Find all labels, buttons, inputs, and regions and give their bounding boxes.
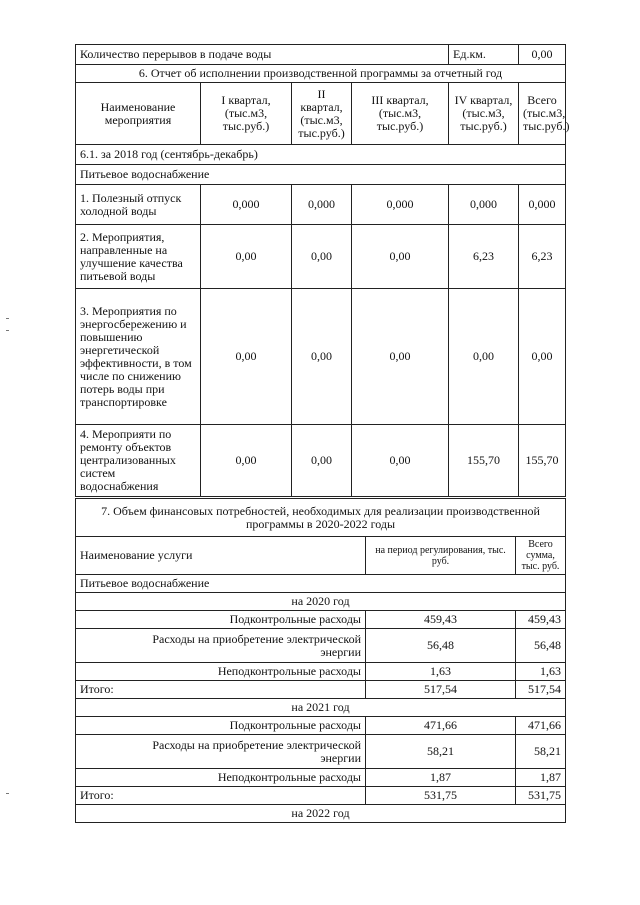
item-total: 459,43 [516, 611, 566, 629]
table-row [76, 769, 566, 787]
item-total: 1,87 [516, 769, 566, 787]
row-value: 0,00 [292, 225, 352, 289]
section7-category: Питьевое водоснабжение [76, 575, 566, 593]
col-header-q1: I квартал, (тыс.м3, тыс.руб.) [201, 83, 292, 145]
table-row [76, 629, 566, 663]
interruptions-row [76, 45, 566, 65]
table-row [76, 663, 566, 681]
year-title: на 2020 год [76, 593, 566, 611]
row-value: 0,00 [292, 425, 352, 497]
total-value: 517,54 [366, 681, 516, 699]
total-sum: 517,54 [516, 681, 566, 699]
row-value: 6,23 [449, 225, 519, 289]
interruptions-unit: Ед.км. [449, 45, 519, 65]
row-value: 0,00 [201, 225, 292, 289]
table-row [76, 735, 566, 769]
interruptions-label: Количество перерывов в подаче воды [76, 45, 449, 65]
row-value: 0,00 [352, 425, 449, 497]
row-value: 0,000 [519, 185, 566, 225]
col-header-q4: IV квартал, (тыс.м3, тыс.руб.) [449, 83, 519, 145]
col-header-q2: II квартал, (тыс.м3, тыс.руб.) [292, 83, 352, 145]
section7-header-row [76, 537, 566, 575]
col-header-total: Всего (тыс.м3, тыс.руб.) [519, 83, 566, 145]
col-header-service: Наименование услуги [76, 537, 366, 575]
interruptions-value: 0,00 [519, 45, 566, 65]
row-name: 2. Мероприятия, направленные на улучшение качества питьевой воды [76, 225, 201, 289]
total-value: 531,75 [366, 787, 516, 805]
item-total: 56,48 [516, 629, 566, 663]
total-label: Итого: [76, 787, 366, 805]
total-row [76, 787, 566, 805]
row-name: 1. Полезный отпуск холодной воды [76, 185, 201, 225]
row-value: 0,000 [449, 185, 519, 225]
table-row [76, 225, 566, 289]
section6-category: Питьевое водоснабжение [76, 165, 566, 185]
row-value: 0,00 [449, 289, 519, 425]
section7-title: 7. Объем финансовых потребностей, необходимых для реализации производственной программы в 2020-2022 годы [76, 499, 566, 537]
row-value: 155,70 [449, 425, 519, 497]
item-total: 471,66 [516, 717, 566, 735]
item-label: Подконтрольные расходы [76, 717, 366, 735]
col-header-q3: III квартал, (тыс.м3, тыс.руб.) [352, 83, 449, 145]
item-total: 58,21 [516, 735, 566, 769]
margin-mark [6, 793, 9, 794]
row-value: 0,00 [292, 289, 352, 425]
table-row [76, 425, 566, 497]
row-value: 0,00 [352, 225, 449, 289]
section6-header-row [76, 83, 566, 145]
item-label [76, 735, 366, 769]
item-label-text: Расходы на приобретение электрической энергии [152, 737, 361, 765]
item-label: Подконтрольные расходы [76, 611, 366, 629]
margin-mark [6, 318, 9, 319]
row-value: 0,000 [292, 185, 352, 225]
row-value: 0,000 [201, 185, 292, 225]
item-value: 1,63 [366, 663, 516, 681]
table-row [76, 717, 566, 735]
row-value: 0,00 [201, 425, 292, 497]
row-value: 0,000 [352, 185, 449, 225]
section7-table [75, 498, 566, 823]
row-name: 3. Мероприятия по энергосбережению и повышению энергетической эффективности, в том числе по снижению потерь воды при транспортировке [76, 289, 201, 425]
section6-subtitle: 6.1. за 2018 год (сентябрь-декабрь) [76, 145, 566, 165]
col-header-name: Наименование мероприятия [76, 83, 201, 145]
row-value: 0,00 [201, 289, 292, 425]
item-label: Неподконтрольные расходы [76, 769, 366, 787]
item-value: 471,66 [366, 717, 516, 735]
total-sum: 531,75 [516, 787, 566, 805]
item-total: 1,63 [516, 663, 566, 681]
item-label [76, 629, 366, 663]
row-value: 6,23 [519, 225, 566, 289]
row-value: 0,00 [352, 289, 449, 425]
row-name: 4. Мероприяти по ремонту объектов централизованных систем водоснабжения [76, 425, 201, 497]
item-value: 1,87 [366, 769, 516, 787]
row-value: 0,00 [519, 289, 566, 425]
col-header-sum: Всего сумма, тыс. руб. [516, 537, 566, 575]
section6-title: 6. Отчет об исполнении производственной программы за отчетный год [76, 65, 566, 83]
item-value: 58,21 [366, 735, 516, 769]
table-row [76, 289, 566, 425]
item-value: 56,48 [366, 629, 516, 663]
year-title: на 2022 год [76, 805, 566, 823]
total-label: Итого: [76, 681, 366, 699]
item-value: 459,43 [366, 611, 516, 629]
margin-mark [6, 330, 9, 331]
col-header-period: на период регулирования, тыс. руб. [366, 537, 516, 575]
table-row [76, 611, 566, 629]
table-row [76, 185, 566, 225]
year-title: на 2021 год [76, 699, 566, 717]
total-row [76, 681, 566, 699]
item-label-text: Расходы на приобретение электрической энергии [152, 631, 361, 659]
row-value: 155,70 [519, 425, 566, 497]
section6-table [75, 44, 570, 497]
item-label: Неподконтрольные расходы [76, 663, 366, 681]
